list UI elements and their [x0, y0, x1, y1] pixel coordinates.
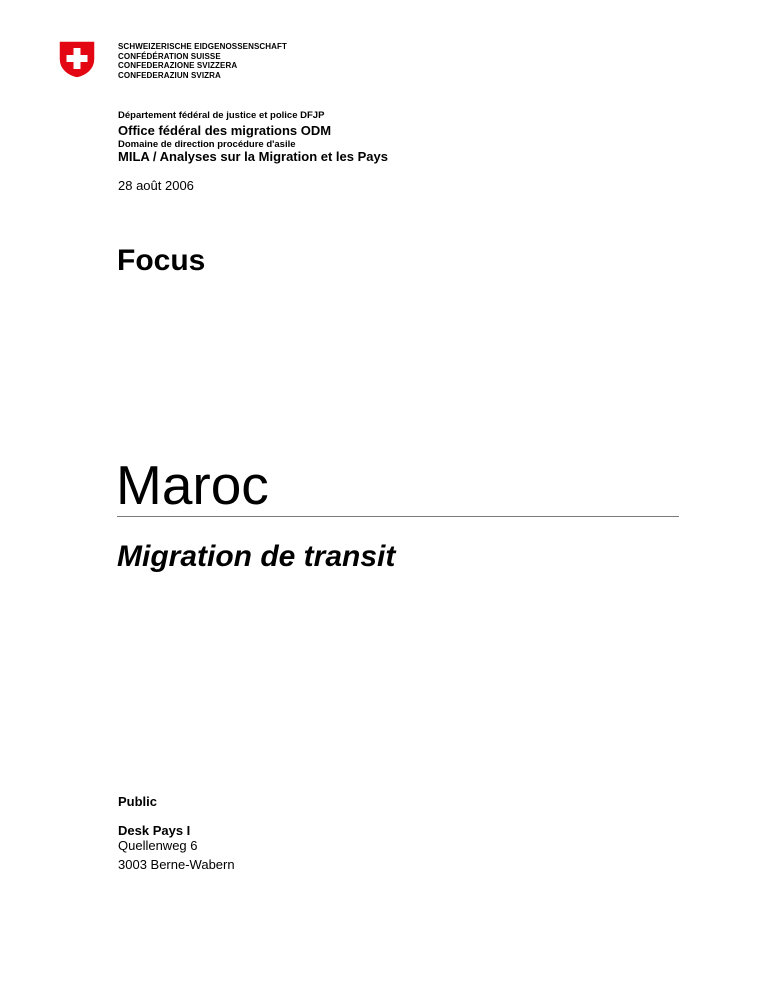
country-title: Maroc — [116, 454, 269, 516]
title-divider — [117, 516, 679, 517]
office-name: Office fédéral des migrations ODM — [118, 123, 332, 138]
department-name: Département fédéral de justice et police DFJP — [118, 110, 325, 121]
confederation-name-it: CONFEDERAZIONE SVIZZERA — [118, 61, 238, 71]
confederation-name-fr: CONFÉDÉRATION SUISSE — [118, 51, 221, 61]
document-date: 28 août 2006 — [118, 178, 194, 193]
confederation-name-de: SCHWEIZERISCHE EIDGENOSSENSCHAFT — [118, 42, 287, 51]
confederation-names — [118, 42, 287, 80]
swiss-crest-shape — [57, 39, 97, 79]
swiss-crest-icon — [57, 39, 97, 79]
contact-city: 3003 Berne-Wabern — [118, 857, 235, 872]
confederation-name-rm: CONFEDERAZIUN SVIZRA — [118, 70, 221, 80]
unit-name: MILA / Analyses sur la Migration et les Pays — [118, 149, 388, 164]
domain-name: Domaine de direction procédure d'asile — [118, 139, 296, 150]
contact-street: Quellenweg 6 — [118, 838, 198, 853]
classification-label: Public — [118, 794, 158, 809]
contact-name: Desk Pays I — [118, 823, 191, 838]
series-title: Focus — [117, 244, 206, 277]
document-subtitle: Migration de transit — [117, 540, 396, 573]
